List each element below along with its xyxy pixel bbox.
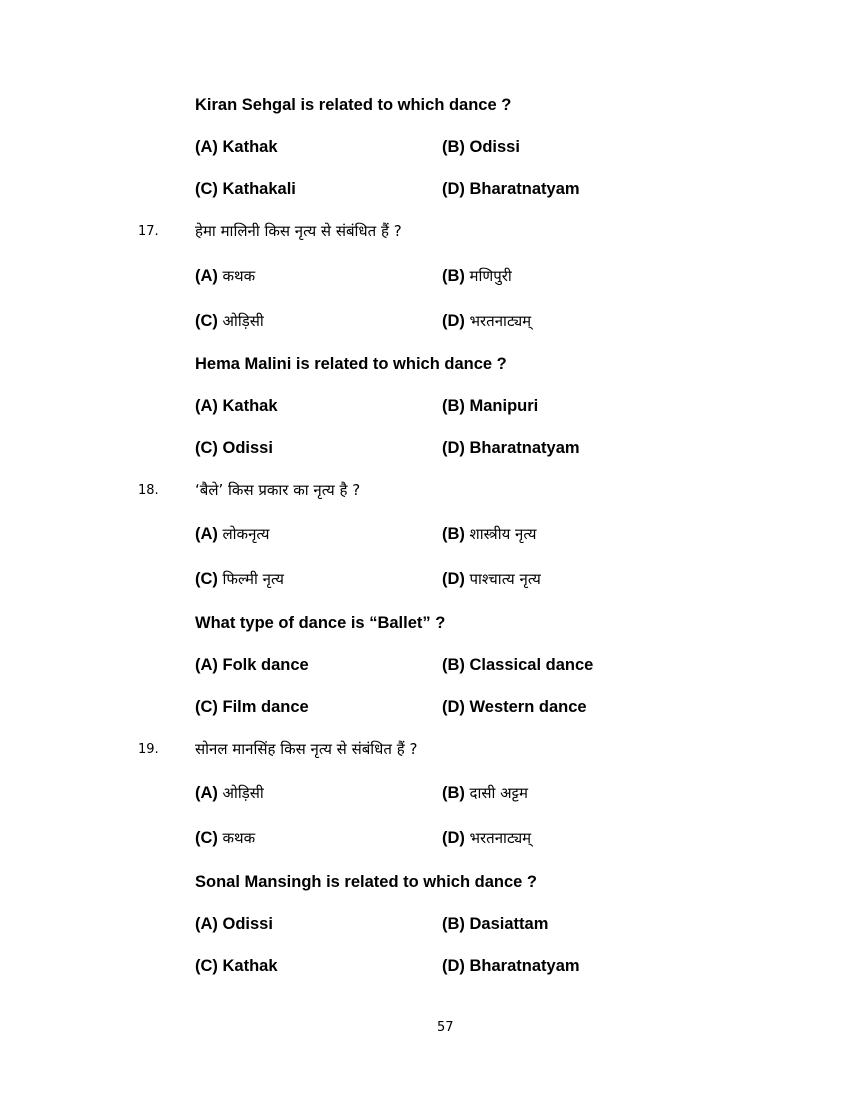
option-label: (D) bbox=[442, 180, 465, 198]
option-text: Dasiattam bbox=[469, 915, 549, 933]
option-label: (D) bbox=[442, 570, 465, 588]
option-label: (D) bbox=[442, 312, 465, 330]
q17-option-b-hi bbox=[442, 266, 512, 286]
option-text: Folk dance bbox=[222, 656, 309, 674]
q18-question-en: What type of dance is “Ballet” ? bbox=[195, 614, 446, 632]
option-text: ओड़िसी bbox=[222, 784, 264, 802]
option-text: पाश्चात्य नृत्य bbox=[469, 570, 541, 588]
q16-option-b-en bbox=[442, 137, 520, 157]
option-text: ओड़िसी bbox=[222, 312, 264, 330]
q17-question-hi: हेमा मालिनी किस नृत्य से संबंधित हैं ? bbox=[195, 222, 402, 240]
option-label: (C) bbox=[195, 312, 218, 330]
option-label: (A) bbox=[195, 656, 218, 674]
q16-question-en: Kiran Sehgal is related to which dance ? bbox=[195, 96, 512, 114]
option-label: (B) bbox=[442, 267, 465, 285]
option-text: Kathak bbox=[222, 138, 278, 156]
q17-question-en: Hema Malini is related to which dance ? bbox=[195, 355, 507, 373]
q17-number: 17. bbox=[138, 224, 159, 239]
q17-option-c-en bbox=[195, 438, 273, 458]
option-label: (D) bbox=[442, 439, 465, 457]
option-text: Bharatnatyam bbox=[469, 180, 580, 198]
option-text: Kathak bbox=[222, 957, 278, 975]
q16-option-c-en bbox=[195, 179, 296, 199]
q18-option-d-en bbox=[442, 697, 587, 717]
q17-option-a-hi bbox=[195, 266, 255, 286]
option-text: दासी अट्टम bbox=[469, 784, 528, 802]
q18-option-a-hi bbox=[195, 524, 269, 544]
q16-option-a-en bbox=[195, 137, 278, 157]
page-number: 57 bbox=[437, 1020, 454, 1035]
option-label: (C) bbox=[195, 570, 218, 588]
option-text: Odissi bbox=[469, 138, 520, 156]
q16-option-d-en bbox=[442, 179, 580, 199]
q17-option-d-en bbox=[442, 438, 580, 458]
option-label: (A) bbox=[195, 397, 218, 415]
q18-option-b-hi bbox=[442, 524, 536, 544]
q17-option-c-hi bbox=[195, 311, 264, 331]
q18-option-d-hi bbox=[442, 569, 541, 589]
option-label: (C) bbox=[195, 957, 218, 975]
option-label: (C) bbox=[195, 439, 218, 457]
option-label: (D) bbox=[442, 829, 465, 847]
q19-option-a-en bbox=[195, 914, 273, 934]
option-label: (C) bbox=[195, 180, 218, 198]
option-text: Bharatnatyam bbox=[469, 439, 580, 457]
q19-question-en: Sonal Mansingh is related to which dance ? bbox=[195, 873, 537, 891]
q17-option-b-en bbox=[442, 396, 538, 416]
option-text: Kathak bbox=[222, 397, 278, 415]
option-label: (A) bbox=[195, 784, 218, 802]
q18-option-c-hi bbox=[195, 569, 284, 589]
option-text: भरतनाट्यम् bbox=[469, 312, 532, 330]
option-text: Odissi bbox=[222, 915, 273, 933]
option-label: (D) bbox=[442, 698, 465, 716]
q19-option-c-hi bbox=[195, 828, 255, 848]
q19-option-d-en bbox=[442, 956, 580, 976]
q19-option-b-hi bbox=[442, 783, 528, 803]
option-label: (B) bbox=[442, 138, 465, 156]
option-text: Odissi bbox=[222, 439, 273, 457]
q18-option-c-en bbox=[195, 697, 309, 717]
q19-option-b-en bbox=[442, 914, 548, 934]
option-text: फिल्मी नृत्य bbox=[222, 570, 284, 588]
option-label: (A) bbox=[195, 915, 218, 933]
option-label: (A) bbox=[195, 138, 218, 156]
option-text: Film dance bbox=[222, 698, 309, 716]
option-text: Classical dance bbox=[469, 656, 594, 674]
option-text: कथक bbox=[222, 829, 256, 847]
option-label: (B) bbox=[442, 915, 465, 933]
option-text: मणिपुरी bbox=[469, 267, 512, 285]
q19-option-a-hi bbox=[195, 783, 264, 803]
q19-option-d-hi bbox=[442, 828, 531, 848]
q18-question-hi: ‘बैले’ किस प्रकार का नृत्य है ? bbox=[195, 481, 361, 499]
option-text: भरतनाट्यम् bbox=[469, 829, 532, 847]
q17-option-d-hi bbox=[442, 311, 531, 331]
option-text: कथक bbox=[222, 267, 256, 285]
option-text: लोकनृत्य bbox=[222, 525, 270, 543]
option-text: Kathakali bbox=[222, 180, 296, 198]
q18-option-b-en bbox=[442, 655, 593, 675]
option-label: (A) bbox=[195, 525, 218, 543]
q18-number: 18. bbox=[138, 483, 159, 498]
option-text: Western dance bbox=[469, 698, 587, 716]
option-label: (B) bbox=[442, 525, 465, 543]
option-text: शास्त्रीय नृत्य bbox=[469, 525, 537, 543]
option-label: (C) bbox=[195, 698, 218, 716]
q17-option-a-en bbox=[195, 396, 278, 416]
option-label: (D) bbox=[442, 957, 465, 975]
option-label: (C) bbox=[195, 829, 218, 847]
q19-option-c-en bbox=[195, 956, 278, 976]
option-label: (B) bbox=[442, 397, 465, 415]
q19-question-hi: सोनल मानसिंह किस नृत्य से संबंधित हैं ? bbox=[195, 740, 418, 758]
q19-number: 19. bbox=[138, 742, 159, 757]
option-text: Bharatnatyam bbox=[469, 957, 580, 975]
option-label: (B) bbox=[442, 656, 465, 674]
q18-option-a-en bbox=[195, 655, 309, 675]
option-text: Manipuri bbox=[469, 397, 539, 415]
option-label: (B) bbox=[442, 784, 465, 802]
option-label: (A) bbox=[195, 267, 218, 285]
